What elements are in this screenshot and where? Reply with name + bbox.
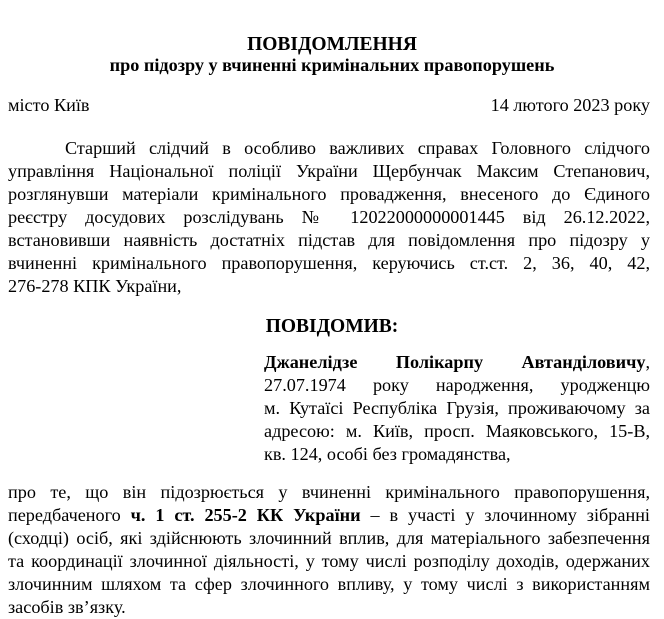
place-date-row	[8, 94, 650, 117]
place-of-issue: місто Київ	[8, 95, 90, 115]
recipient-name-line	[264, 351, 650, 374]
suspicion-line: (сходці) осіб, які здійснюють злочинний вплив, для матеріального забезпечення	[8, 528, 650, 548]
suspicion-line: злочинним шляхом та сфер злочинного впливу, у тому числі з використанням	[8, 574, 650, 594]
intro-line: Старший слідчий в особливо важливих справах Головного слідчого	[65, 138, 650, 158]
intro-paragraph	[8, 137, 650, 298]
recipient-line: адресою: м. Київ, просп. Маяковського, 15-В,	[264, 421, 650, 441]
intro-line: вчиненні кримінального правопорушення, керуючись ст.ст. 2, 36, 40, 42,	[8, 253, 650, 273]
announced-heading: ПОВІДОМИВ:	[265, 316, 399, 337]
intro-line: встановивши наявність достатніх підстав для повідомлення про підозру у	[8, 230, 650, 250]
document-title: ПОВІДОМЛЕННЯ	[247, 34, 417, 55]
suspicion-paragraph	[8, 481, 650, 619]
intro-line: реєстру досудових розслідувань № 12022000000001445 від 26.12.2022,	[8, 207, 650, 227]
recipient-name-suffix: ,	[645, 352, 650, 372]
intro-line: розглянувши матеріали кримінального провадження, внесеного до Єдиного	[8, 184, 650, 204]
recipient-block	[264, 351, 650, 466]
criminal-code-article: ч. 1 ст. 255-2 КК України	[130, 505, 361, 525]
intro-line: управління Національної поліції України Щербунчак Максим Степанович,	[8, 161, 650, 181]
suspicion-line: та координації злочинної діяльності, у тому числі розподілу доходів, одержаних	[8, 551, 650, 571]
recipient-line: 27.07.1974 року народження, уродженцю	[264, 375, 650, 395]
suspicion-text: передбаченого	[8, 505, 131, 525]
document-subtitle: про підозру у вчиненні кримінальних правопорушень	[109, 55, 555, 75]
suspicion-line	[8, 504, 650, 527]
recipient-line: кв. 124, особі без громадянства,	[264, 444, 511, 464]
recipient-line: м. Кутаїсі Республіка Грузія, проживаючому за	[264, 398, 650, 418]
intro-line: 276-278 КПК України,	[8, 276, 182, 296]
recipient-name: Джанелідзе Полікарпу Автанділовичу	[264, 352, 646, 372]
suspicion-text: – в участі у злочинному зібранні	[360, 505, 650, 525]
issue-date: 14 лютого 2023 року	[490, 95, 650, 115]
suspicion-line: засобів зв’язку.	[8, 597, 126, 617]
suspicion-line: про те, що він підозрюється у вчиненні кримінального правопорушення,	[8, 482, 650, 502]
